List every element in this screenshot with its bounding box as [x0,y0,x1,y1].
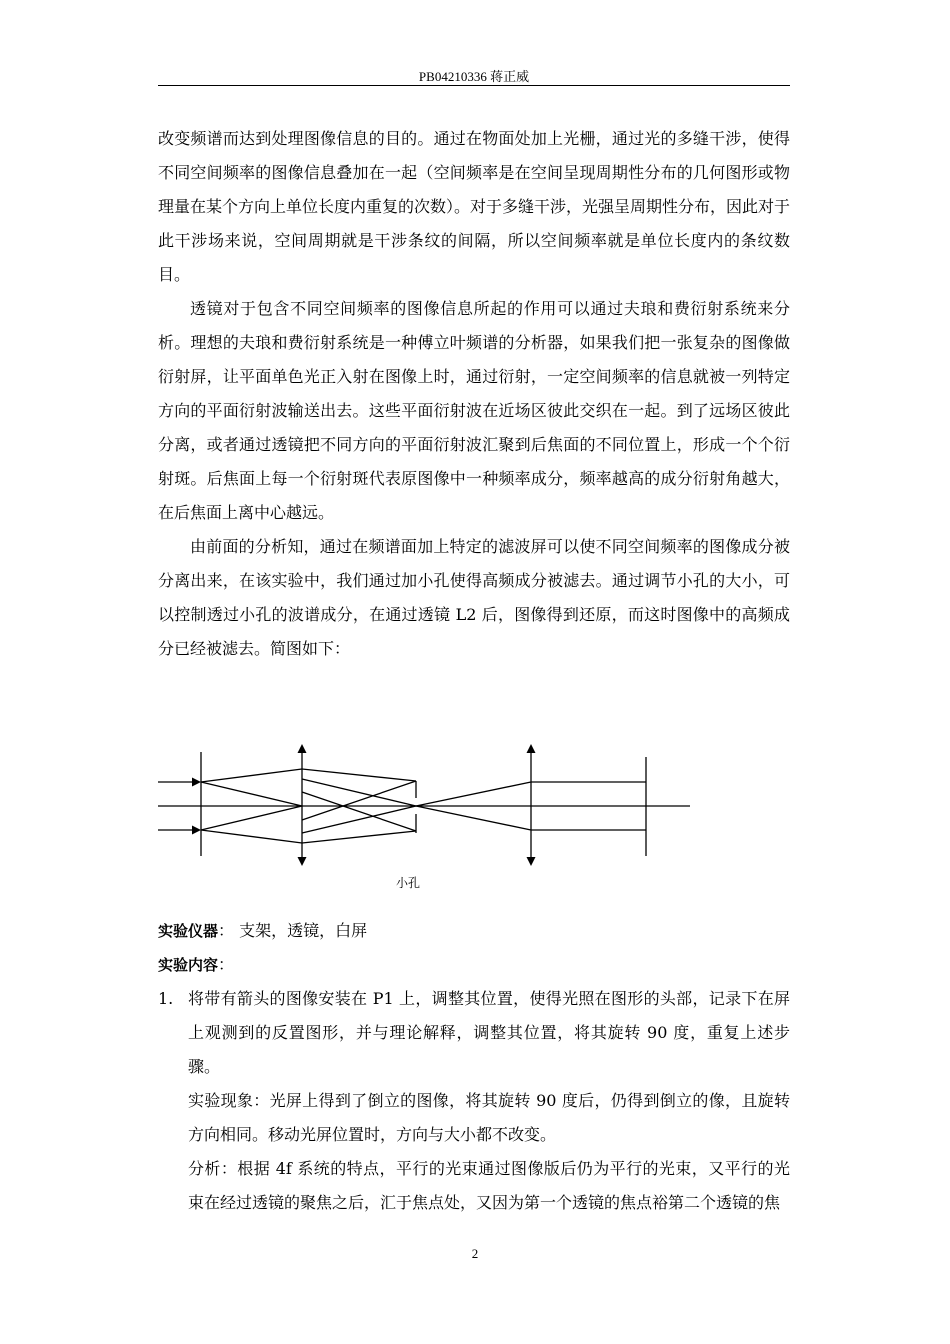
apparatus-text: 支架，透镜，白屏 [239,921,368,940]
pinhole-label: 小孔 [396,876,421,890]
lens-arrow-down-icon [298,857,307,866]
content-colon: ： [218,955,235,974]
list-item-number: 1. [158,989,174,1008]
item-analysis: 分析：根据 4f 系统的特点，平行的光束通过图像版后仍为平行的光束，又平行的光束在经过透镜的聚焦之后，汇于焦点处，又因为第一个透镜的焦点裕第二个透镜的焦 [188,1159,790,1212]
lens-arrow-down-icon [527,857,536,866]
list-item [158,982,790,1220]
apparatus-colon: ： [218,921,235,940]
paragraph-fraunhofer: 透镜对于包含不同空间频率的图像信息所起的作用可以通过夫琅和费衍射系统来分析。理想的夫琅和费衍射系统是一种傅立叶频谱的分析器，如果我们把一张复杂的图像做衍射屏，让平面单色光正入射在图像上时，通过衍射，一定空间频率的信息就被一列特定方向的平面衍射波输送出去。这些平面衍射波在近场区彼此交织在一起。到了远场区彼此分离，或者通过透镜把不同方向的平面衍射波汇聚到后焦面的不同位置上，形成一个个衍射斑。后焦面上每一个衍射斑代表原图像中一种频率成分，频率越高的成分衍射角越大，在后焦面上离中心越远。 [158,299,790,522]
page-header: PB04210336 蒋正威 [418,69,530,84]
lens-arrow-up-icon [298,744,307,753]
content-label: 实验内容 [158,956,219,974]
apparatus-line [158,914,790,948]
item-phenomenon: 实验现象：光屏上得到了倒立的图像，将其旋转 90 度后，仍得到倒立的像，且旋转方向相同。移动光屏位置时，方向与大小都不改变。 [188,1091,790,1144]
ray-arrow-icon [192,826,201,835]
header-rule [158,85,790,86]
body-text [158,122,790,666]
experiment-section [158,914,790,1220]
ray-arrow-icon [192,778,201,787]
lens-arrow-up-icon [527,744,536,753]
item-procedure: 将带有箭头的图像安装在 P1 上，调整其位置，使得光照在图形的头部，记录下在屏上观测到的反置图形，并与理论解释，调整其位置，将其旋转 90 度，重复上述步骤。 [188,989,790,1076]
apparatus-label: 实验仪器 [158,922,219,940]
content-heading [158,948,790,982]
optical-4f-diagram [150,738,710,878]
page-number: 2 [471,1246,479,1261]
paragraph-spatial-frequency: 改变频谱而达到处理图像信息的目的。通过在物面处加上光栅，通过光的多缝干涉，使得不同空间频率的图像信息叠加在一起（空间频率是在空间呈现周期性分布的几何图形或物理量在某个方向上单位长度内重复的次数）。对于多缝干涉，光强呈周期性分布，因此对于此干涉场来说，空间周期就是干涉条纹的间隔，所以空间频率就是单位长度内的条纹数目。 [158,129,791,284]
paragraph-filtering: 由前面的分析知，通过在频谱面加上特定的滤波屏可以使不同空间频率的图像成分被分离出来，在该实验中，我们通过加小孔使得高频成分被滤去。通过调节小孔的大小，可以控制透过小孔的波谱成分，在通过透镜 L2 后，图像得到还原，而这时图像中的高频成分已经被滤去。简图如下： [158,537,790,658]
